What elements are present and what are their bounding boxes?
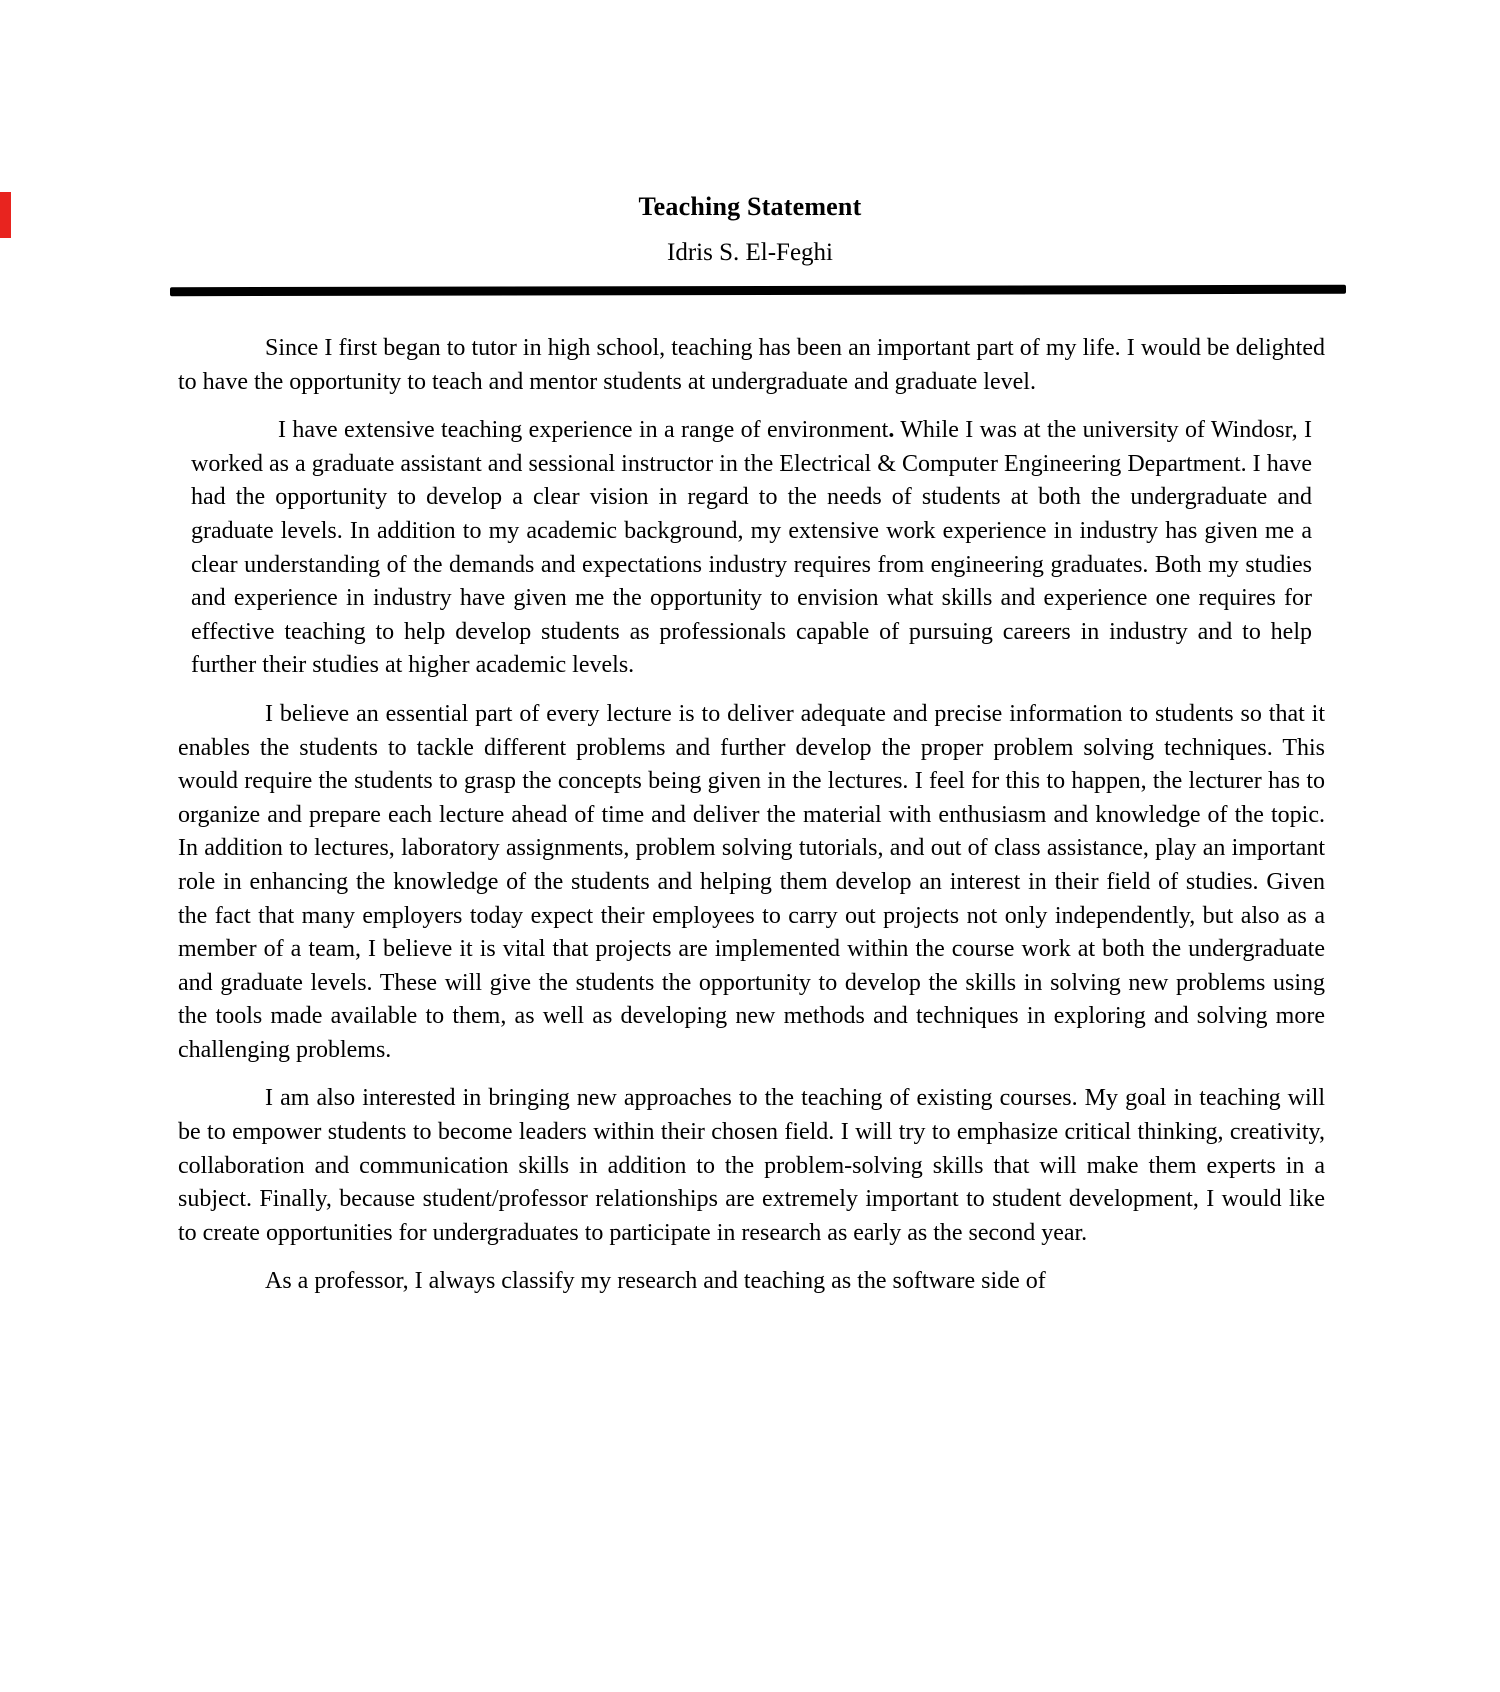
- document-body: [178, 332, 1325, 1299]
- document-author: Idris S. El-Feghi: [667, 239, 833, 266]
- paragraph-teaching-experience-bold-period: .: [888, 417, 895, 444]
- document-title: Teaching Statement: [638, 192, 862, 221]
- paragraph-professor-truncated: As a professor, I always classify my research and teaching as the software side of: [265, 1268, 1046, 1295]
- paragraph-lecture-philosophy: I believe an essential part of every lecture is to deliver adequate and precise information to students so that it enables the students to tackle different problems and further develop the proper problem solving techniques. This would require the students to grasp the concepts being given in the lectures. I feel for this to happen, the lecturer has to organize and prepare each lecture ahead of time and deliver the material with enthusiasm and knowledge of the topic. In addition to lectures, laboratory assignments, problem solving tutorials, and out of class assistance, play an important role in enhancing the knowledge of the students and helping them develop an interest in their field of studies. Given the fact that many employers today expect their employees to carry out projects not only independently, but also as a member of a team, I believe it is vital that projects are implemented within the course work at both the undergraduate and graduate levels. These will give the students the opportunity to develop the skills in solving new problems using the tools made available to them, as well as developing new methods and techniques in exploring and solving more challenging problems.: [178, 700, 1325, 1063]
- paragraph-teaching-experience-lead: I have extensive teaching experience in a range of environment: [278, 417, 889, 444]
- paragraph-teaching-experience: [178, 414, 1325, 683]
- red-edge-marker: [0, 192, 11, 238]
- paragraph-intro: Since I first began to tutor in high school, teaching has been an important part of my life. I would be delighted to have the opportunity to teach and mentor students at undergraduate and graduate level.: [178, 335, 1325, 395]
- title-divider-rule: [170, 285, 1346, 296]
- paragraph-new-approaches: I am also interested in bringing new approaches to the teaching of existing courses. My goal in teaching will be to empower students to become leaders within their chosen field. I will try to emphasize critical thinking, creativity, collaboration and communication skills in addition to the problem-solving skills that will make them experts in a subject. Finally, because student/professor relationships are extremely important to student development, I would like to create opportunities for undergraduates to participate in research as early as the second year.: [178, 1085, 1325, 1246]
- document-page: [0, 192, 1500, 1692]
- paragraph-teaching-experience-rest: While I was at the university of Windosr, I worked as a graduate assistant and sessional instructor in the Electrical & Computer Engineering Department. I have had the opportunity to develop a clear vision in regard to the needs of students at both the undergraduate and graduate levels. In addition to my academic background, my extensive work experience in industry has given me a clear understanding of the demands and expectations industry requires from engineering graduates. Both my studies and experience in industry have given me the opportunity to envision what skills and experience one requires for effective teaching to help develop students as professionals capable of pursuing careers in industry and to help further their studies at higher academic levels.: [191, 417, 1312, 679]
